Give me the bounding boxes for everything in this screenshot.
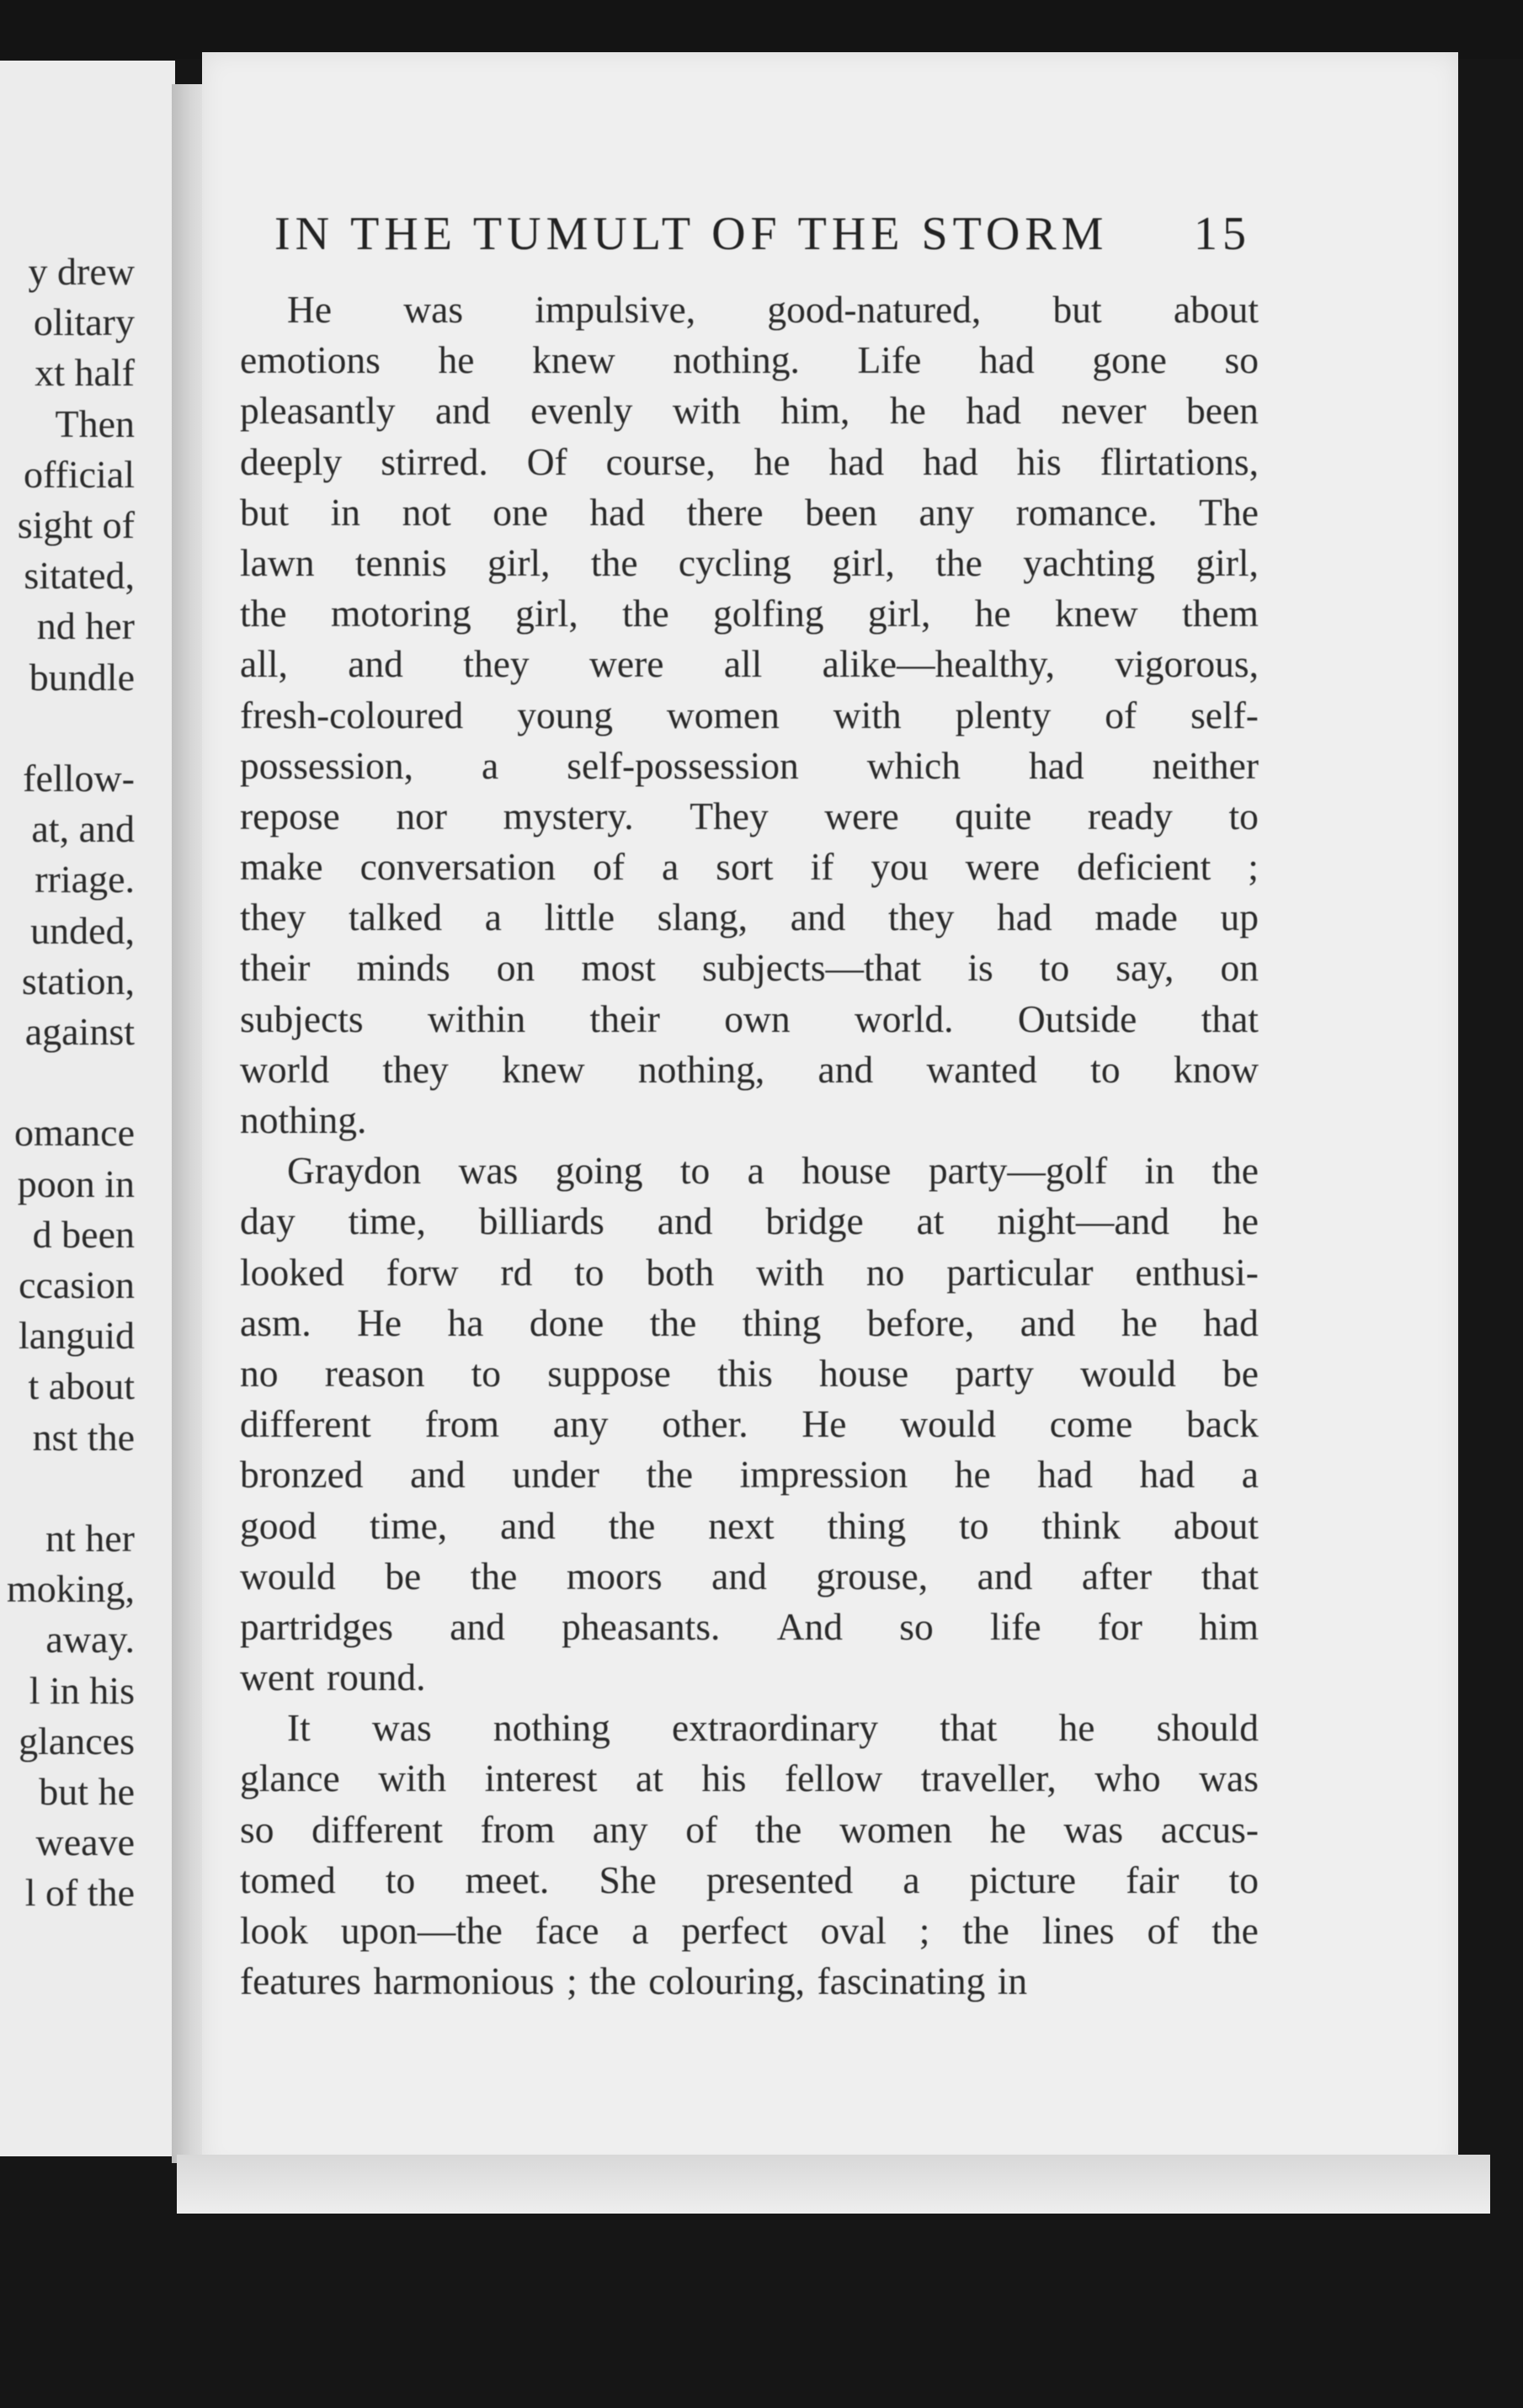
left-page-line: station, — [21, 959, 135, 1002]
left-page-line: omance — [13, 1111, 135, 1155]
text-line: good time, and the next thing to think about — [240, 1503, 1259, 1547]
text-line: partridges and pheasants. And so life for him — [240, 1604, 1259, 1648]
text-line: different from any other. He would come back — [240, 1402, 1259, 1446]
text-line: He was impulsive, good-natured, but about — [287, 288, 1259, 331]
left-page-line: Then — [55, 401, 135, 445]
text-line: pleasantly and evenly with him, he had never been — [240, 389, 1259, 433]
text-line: their minds on most subjects—that is to say, on — [240, 946, 1259, 990]
left-page-line: fellow- — [23, 757, 135, 800]
text-line: possession, a self-possession which had neither — [240, 743, 1259, 787]
left-page-line: against — [24, 1010, 135, 1053]
left-page-line: glances — [19, 1719, 135, 1762]
left-page-line: olitary — [33, 300, 135, 344]
left-page-line: but he — [39, 1770, 135, 1813]
left-page-line: bundle — [29, 655, 135, 699]
left-page-line: d been — [32, 1212, 135, 1256]
page-edge-bottom — [177, 2155, 1490, 2214]
left-page-line: nd her — [36, 604, 135, 648]
left-page-line: t about — [28, 1364, 135, 1408]
text-line: day time, billiards and bridge at night—and he — [240, 1199, 1259, 1243]
text-line: went round. — [240, 1656, 426, 1699]
text-line: asm. He ha done the thing before, and he had — [240, 1300, 1259, 1344]
left-page-line: l in his — [29, 1668, 135, 1712]
left-page-line: sitated, — [24, 554, 135, 598]
text-line: fresh-coloured young women with plenty of self- — [240, 693, 1259, 736]
facing-page-left — [0, 61, 175, 2156]
text-line: so different from any of the women he was accus- — [240, 1807, 1259, 1851]
left-page-line: y drew — [28, 250, 135, 293]
text-line: emotions he knew nothing. Life had gone so — [240, 338, 1259, 382]
left-page-line: poon in — [17, 1161, 135, 1205]
text-line: deeply stirred. Of course, he had had his flirtations, — [240, 439, 1259, 483]
text-line: world they knew nothing, and wanted to know — [240, 1047, 1259, 1091]
text-line: Graydon was going to a house party—golf in the — [287, 1149, 1259, 1193]
scan-border-top — [0, 0, 1523, 59]
left-page-line: nt her — [45, 1517, 135, 1560]
text-line: would be the moors and grouse, and after that — [240, 1554, 1259, 1597]
text-line: make conversation of a sort if you were deficient ; — [240, 845, 1259, 889]
left-page-line: moking, — [6, 1567, 135, 1611]
left-page-line: at, and — [31, 807, 135, 851]
text-line: It was nothing extraordinary that he should — [287, 1706, 1259, 1750]
text-line: look upon—the face a perfect oval ; the lines of the — [240, 1909, 1259, 1952]
left-page-line: weave — [35, 1821, 135, 1864]
text-line: bronzed and under the impression he had had a — [240, 1453, 1259, 1496]
left-page-line: unded, — [30, 908, 135, 952]
text-line: all, and they were all alike—healthy, vigorous, — [240, 642, 1259, 686]
left-page-line: ccasion — [19, 1263, 135, 1306]
left-page-line: xt half — [35, 351, 135, 395]
left-page-line: l of the — [24, 1871, 135, 1915]
text-line: lawn tennis girl, the cycling girl, the yachting girl, — [240, 540, 1259, 584]
left-page-line: away. — [45, 1618, 135, 1661]
text-line: tomed to meet. She presented a picture fair to — [240, 1858, 1259, 1901]
text-line: subjects within their own world. Outside that — [240, 997, 1259, 1040]
body-text — [240, 284, 1259, 2007]
text-line: but in not one had there been any romance. The — [240, 490, 1259, 534]
text-line: looked forw rd to both with no particular enthusi- — [240, 1250, 1259, 1294]
left-page-line: languid — [19, 1314, 135, 1358]
text-line: they talked a little slang, and they had made up — [240, 896, 1259, 939]
left-page-line: sight of — [17, 503, 135, 546]
left-page-line: official — [24, 452, 135, 496]
text-line: no reason to suppose this house party would be — [240, 1351, 1259, 1395]
text-line: the motoring girl, the golfing girl, he knew them — [240, 592, 1259, 635]
text-line: repose nor mystery. They were quite ready to — [240, 794, 1259, 837]
left-page-line: rriage. — [35, 858, 135, 901]
text-line: glance with interest at his fellow traveller, who was — [240, 1757, 1259, 1800]
page-number: 15 — [1194, 208, 1251, 260]
text-line: nothing. — [240, 1098, 367, 1141]
running-head-title: IN THE TUMULT OF THE STORM — [274, 208, 1109, 260]
text-line: features harmonious ; the colouring, fascinating in — [240, 1959, 1028, 2003]
running-head — [274, 207, 1251, 261]
left-page-line: nst the — [32, 1415, 135, 1459]
